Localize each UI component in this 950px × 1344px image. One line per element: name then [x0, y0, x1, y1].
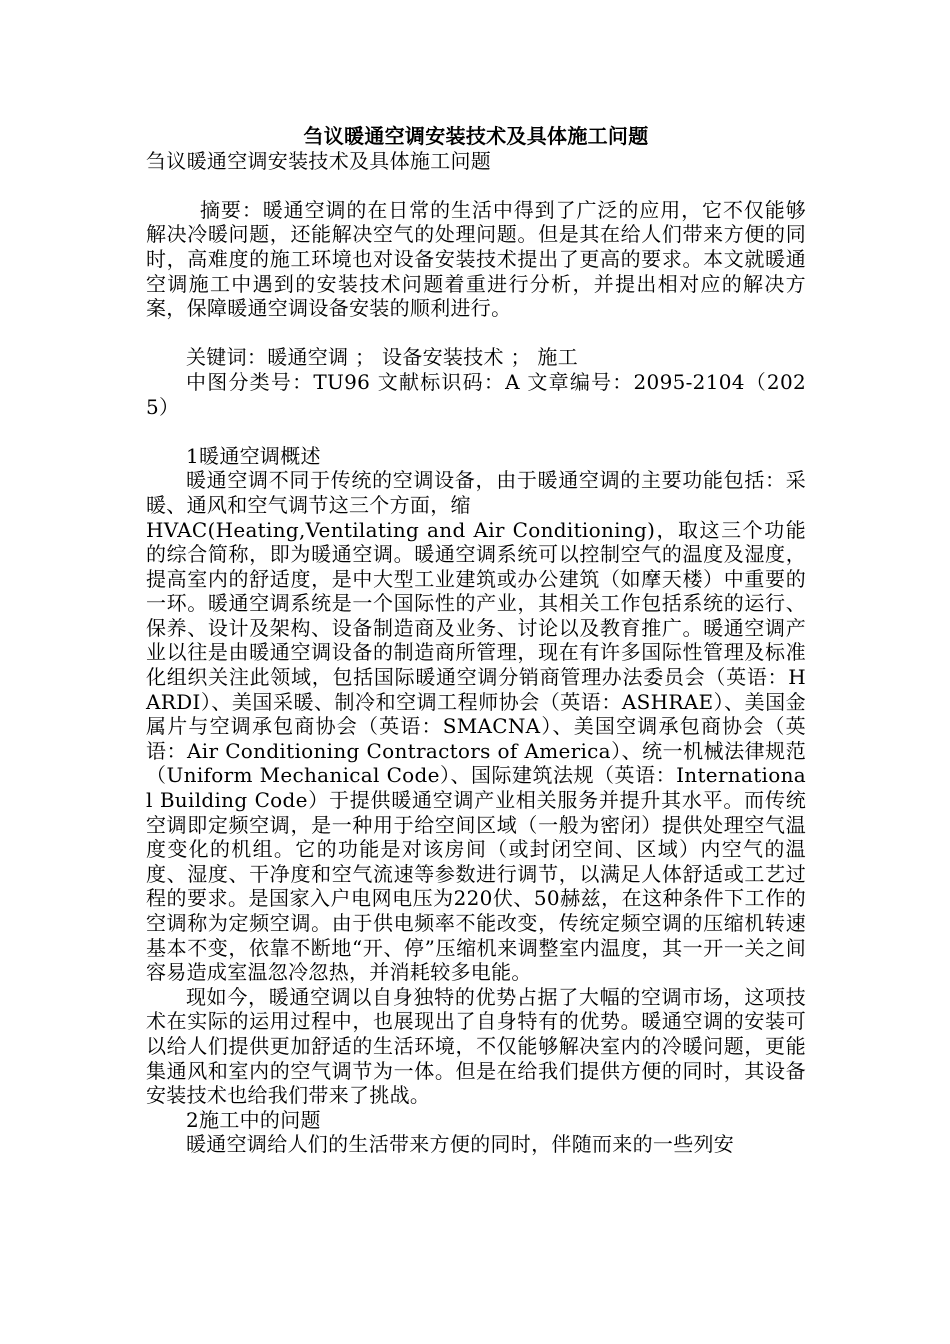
document-body [146, 124, 806, 1157]
section-1-heading: 1暖通空调概述 [186, 443, 321, 468]
section-1-paragraph-1-continued: HVAC(Heating,Ventilating and Air Conditioning)，取这三个功能的综合简称，即为暖通空调。暖通空调系统可以控制空气的温度及湿度，提高室内的舒适度，是中大型工业建筑或办公建筑（如摩天楼）中重要的一环。暖通空调系统是一个国际性的产业，其相关工作包括系统的运行、保养、设计及架构、设备制造商及业务、讨论以及教育推广。暖通空调产业以往是由暖通空调设备的制造商所管理，现在有许多国际性管理及标准化组织关注此领域，包括国际暖通空调分销商管理办法委员会（英语：HARDI）、美国采暖、制冷和空调工程师协会（英语：ASHRAE）、美国金属片与空调承包商协会（英语：SMACNA）、美国空调承包商协会（英语：Air Conditioning Contractors of America）、统一机械法律规范（Uniform Mechanical Code）、国际建筑法规（英语：International Building Code）于提供暖通空调产业相关服务并提升其水平。而传统空调即定频空调，是一种用于给空间区域（一般为密闭）提供处理空气温度变化的机组。它的功能是对该房间（或封闭空间、区域）内空气的温度、湿度、干净度和空气流速等参数进行调节，以满足人体舒适或工艺过程的要求。是国家入户电网电压为220伏、50赫兹，在这种条件下工作的空调称为定频空调。由于供电频率不能改变，传统定频空调的压缩机转速基本不变，依靠不断地“开、停”压缩机来调整室内温度，其一开一关之间容易造成室温忽冷忽热，并消耗较多电能。 [146, 517, 806, 985]
section-2-paragraph-1: 暖通空调给人们的生活带来方便的同时，伴随而来的一些列安 [186, 1132, 735, 1157]
document-subtitle: 刍议暖通空调安装技术及具体施工问题 [146, 148, 492, 173]
section-1-paragraph-2: 现如今，暖通空调以自身独特的优势占据了大幅的空调市场，这项技术在实际的运用过程中，也展现出了自身特有的优势。暖通空调的安装可以给人们提供更加舒适的生活环境，不仅能够解决室内的冷暖问题，更能集通风和室内的空气调节为一体。但是在给我们提供方便的同时，其设备安装技术也给我们带来了挑战。 [146, 984, 806, 1108]
spacer [146, 321, 806, 346]
section-2-heading: 2施工中的问题 [186, 1107, 321, 1132]
abstract-paragraph: 摘要：暖通空调的在日常的生活中得到了广泛的应用，它不仅能够解决冷暖问题，还能解决空气的处理问题。但是其在给人们带来方便的同时，高难度的施工环境也对设备安装技术提出了更高的要求。本文就暖通空调施工中遇到的安装技术问题着重进行分析，并提出相对应的解决方案，保障暖通空调设备安装的顺利进行。 [146, 197, 806, 321]
spacer [146, 419, 806, 444]
spacer [146, 173, 806, 198]
keywords-line: 关键词：暖通空调 ； 设备安装技术 ； 施工 [186, 345, 579, 370]
section-1-paragraph-1-start: 暖通空调不同于传统的空调设备，由于暖通空调的主要功能包括：采暖、通风和空气调节这三个方面，缩 [146, 468, 806, 517]
classification-line: 中图分类号：TU96 文献标识码：A 文章编号：2095-2104（2025） [146, 369, 806, 419]
document-title: 刍议暖通空调安装技术及具体施工问题 [303, 124, 649, 148]
